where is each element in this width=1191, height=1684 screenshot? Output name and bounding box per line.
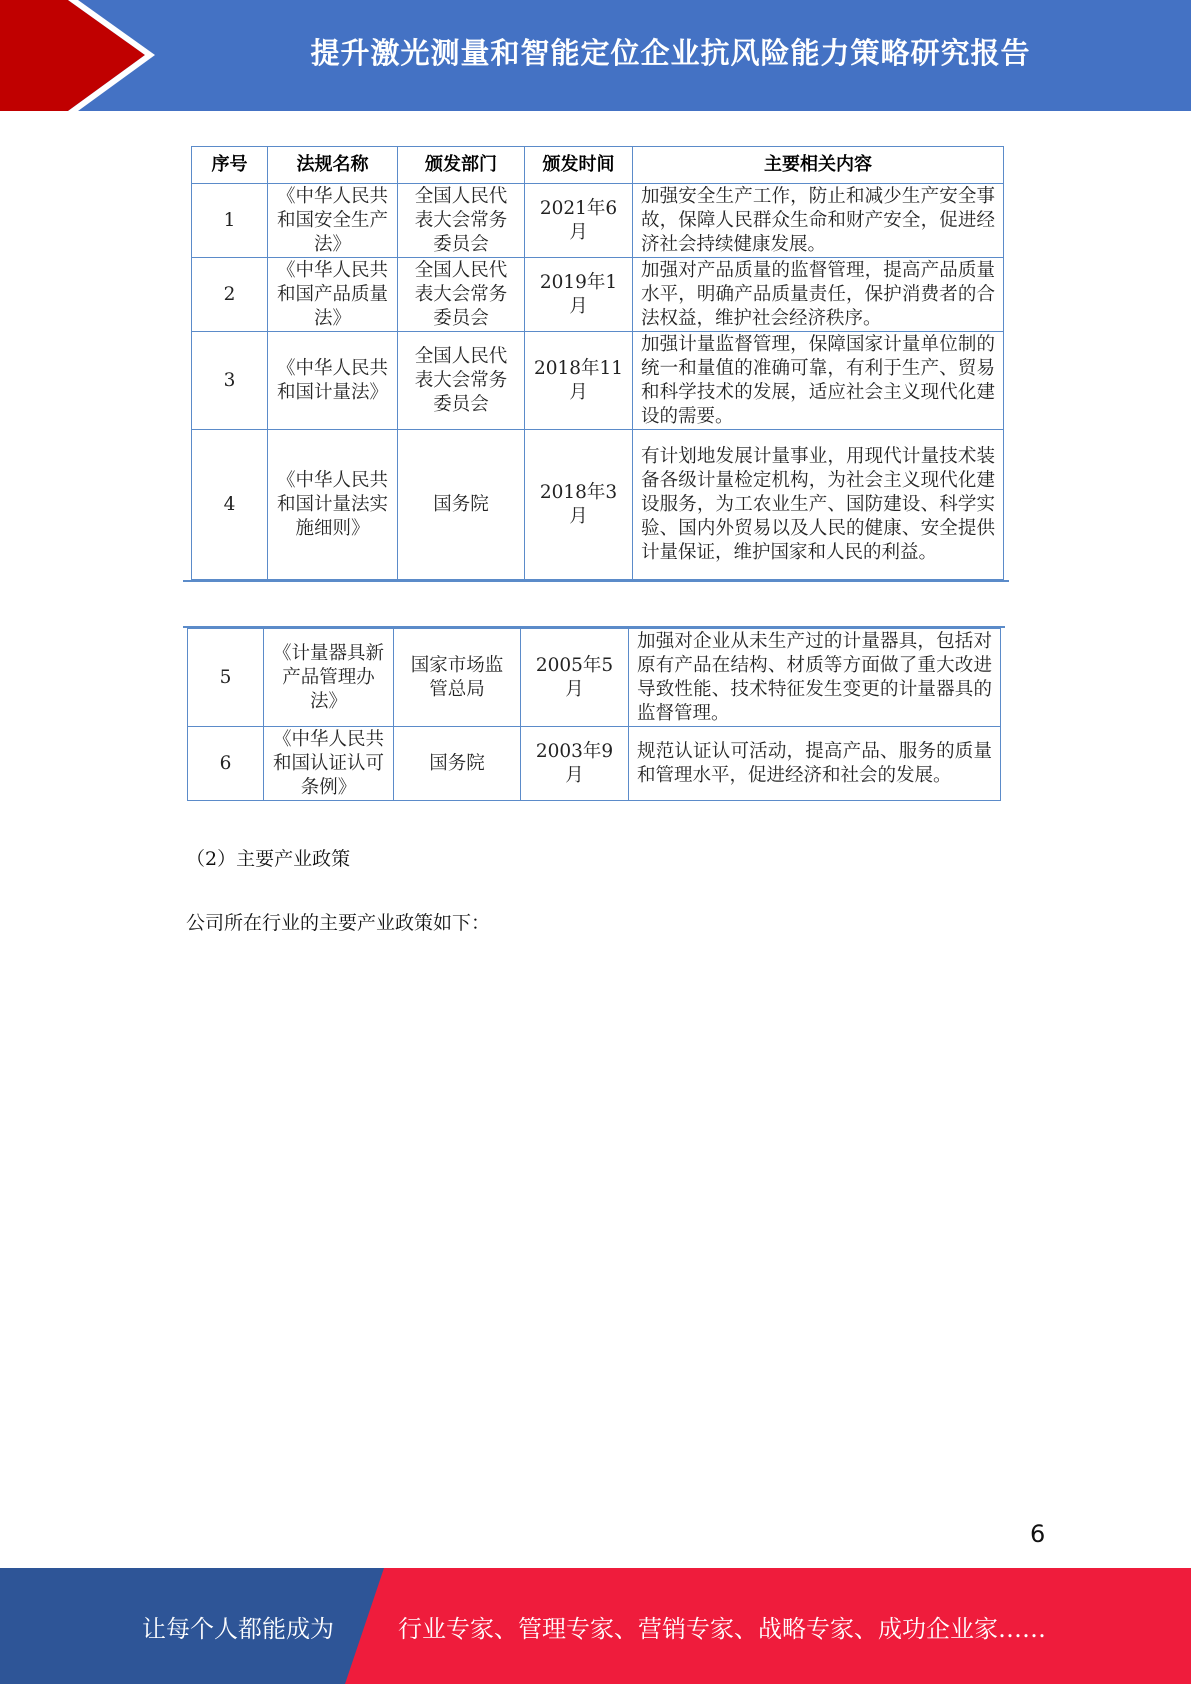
table-row — [192, 184, 1004, 258]
row-dept: 全国人民代表大会常务委员会 — [398, 258, 525, 332]
row-date: 2018年11月 — [525, 332, 633, 430]
row-name: 《中华人民共和国安全生产法》 — [268, 184, 398, 258]
table-row — [188, 629, 1001, 727]
row-dept: 国务院 — [394, 727, 521, 801]
row-dept: 国家市场监管总局 — [394, 629, 521, 727]
table-break-line — [183, 580, 1009, 582]
row-content: 有计划地发展计量事业，用现代计量技术装备各级计量检定机构，为社会主义现代化建设服务，为工农业生产、国防建设、科学实验、国内外贸易以及人民的健康、安全提供计量保证，维护国家和人民的利益。 — [633, 430, 1004, 580]
table-row — [192, 258, 1004, 332]
row-content: 加强计量监督管理，保障国家计量单位制的统一和量值的准确可靠，有利于生产、贸易和科学技术的发展，适应社会主义现代化建设的需要。 — [633, 332, 1004, 430]
footer-slogan-left: 让每个人都能成为 — [142, 1614, 334, 1643]
row-no: 2 — [192, 258, 268, 332]
row-name: 《计量器具新产品管理办法》 — [264, 629, 394, 727]
row-name: 《中华人民共和国认证认可条例》 — [264, 727, 394, 801]
header-content: 主要相关内容 — [633, 147, 1004, 184]
header-banner — [0, 0, 1191, 111]
row-date: 2021年6月 — [525, 184, 633, 258]
row-date: 2005年5月 — [521, 629, 629, 727]
row-no: 4 — [192, 430, 268, 580]
footer-banner — [0, 1568, 1191, 1684]
intro-paragraph: 公司所在行业的主要产业政策如下： — [186, 912, 491, 934]
header-name: 法规名称 — [268, 147, 398, 184]
row-content: 规范认证认可活动，提高产品、服务的质量和管理水平，促进经济和社会的发展。 — [629, 727, 1001, 801]
row-dept: 全国人民代表大会常务委员会 — [398, 332, 525, 430]
header-arrow-decoration — [0, 0, 160, 111]
row-name: 《中华人民共和国计量法》 — [268, 332, 398, 430]
table-header-row — [192, 147, 1004, 184]
row-date: 2018年3月 — [525, 430, 633, 580]
report-title: 提升激光测量和智能定位企业抗风险能力策略研究报告 — [310, 35, 1031, 70]
table-row — [192, 430, 1004, 580]
page-number: 6 — [1030, 1520, 1046, 1548]
section-heading: （2）主要产业政策 — [186, 848, 351, 870]
header-date: 颁发时间 — [525, 147, 633, 184]
row-date: 2019年1月 — [525, 258, 633, 332]
header-dept: 颁发部门 — [398, 147, 525, 184]
table-row — [192, 332, 1004, 430]
regulation-table-part-2 — [187, 628, 1001, 801]
header-no: 序号 — [192, 147, 268, 184]
table-row — [188, 727, 1001, 801]
row-no: 6 — [188, 727, 264, 801]
row-no: 5 — [188, 629, 264, 727]
row-no: 1 — [192, 184, 268, 258]
row-name: 《中华人民共和国计量法实施细则》 — [268, 430, 398, 580]
row-dept: 国务院 — [398, 430, 525, 580]
regulation-table-part-1 — [191, 146, 1004, 580]
row-name: 《中华人民共和国产品质量法》 — [268, 258, 398, 332]
row-dept: 全国人民代表大会常务委员会 — [398, 184, 525, 258]
row-content: 加强对产品质量的监督管理，提高产品质量水平，明确产品质量责任，保护消费者的合法权益，维护社会经济秩序。 — [633, 258, 1004, 332]
footer-slogan-right: 行业专家、管理专家、营销专家、战略专家、成功企业家…… — [398, 1614, 1046, 1643]
row-content: 加强对企业从未生产过的计量器具，包括对原有产品在结构、材质等方面做了重大改进导致性能、技术特征发生变更的计量器具的监督管理。 — [629, 629, 1001, 727]
row-no: 3 — [192, 332, 268, 430]
row-date: 2003年9月 — [521, 727, 629, 801]
row-content: 加强安全生产工作，防止和减少生产安全事故，保障人民群众生命和财产安全，促进经济社会持续健康发展。 — [633, 184, 1004, 258]
